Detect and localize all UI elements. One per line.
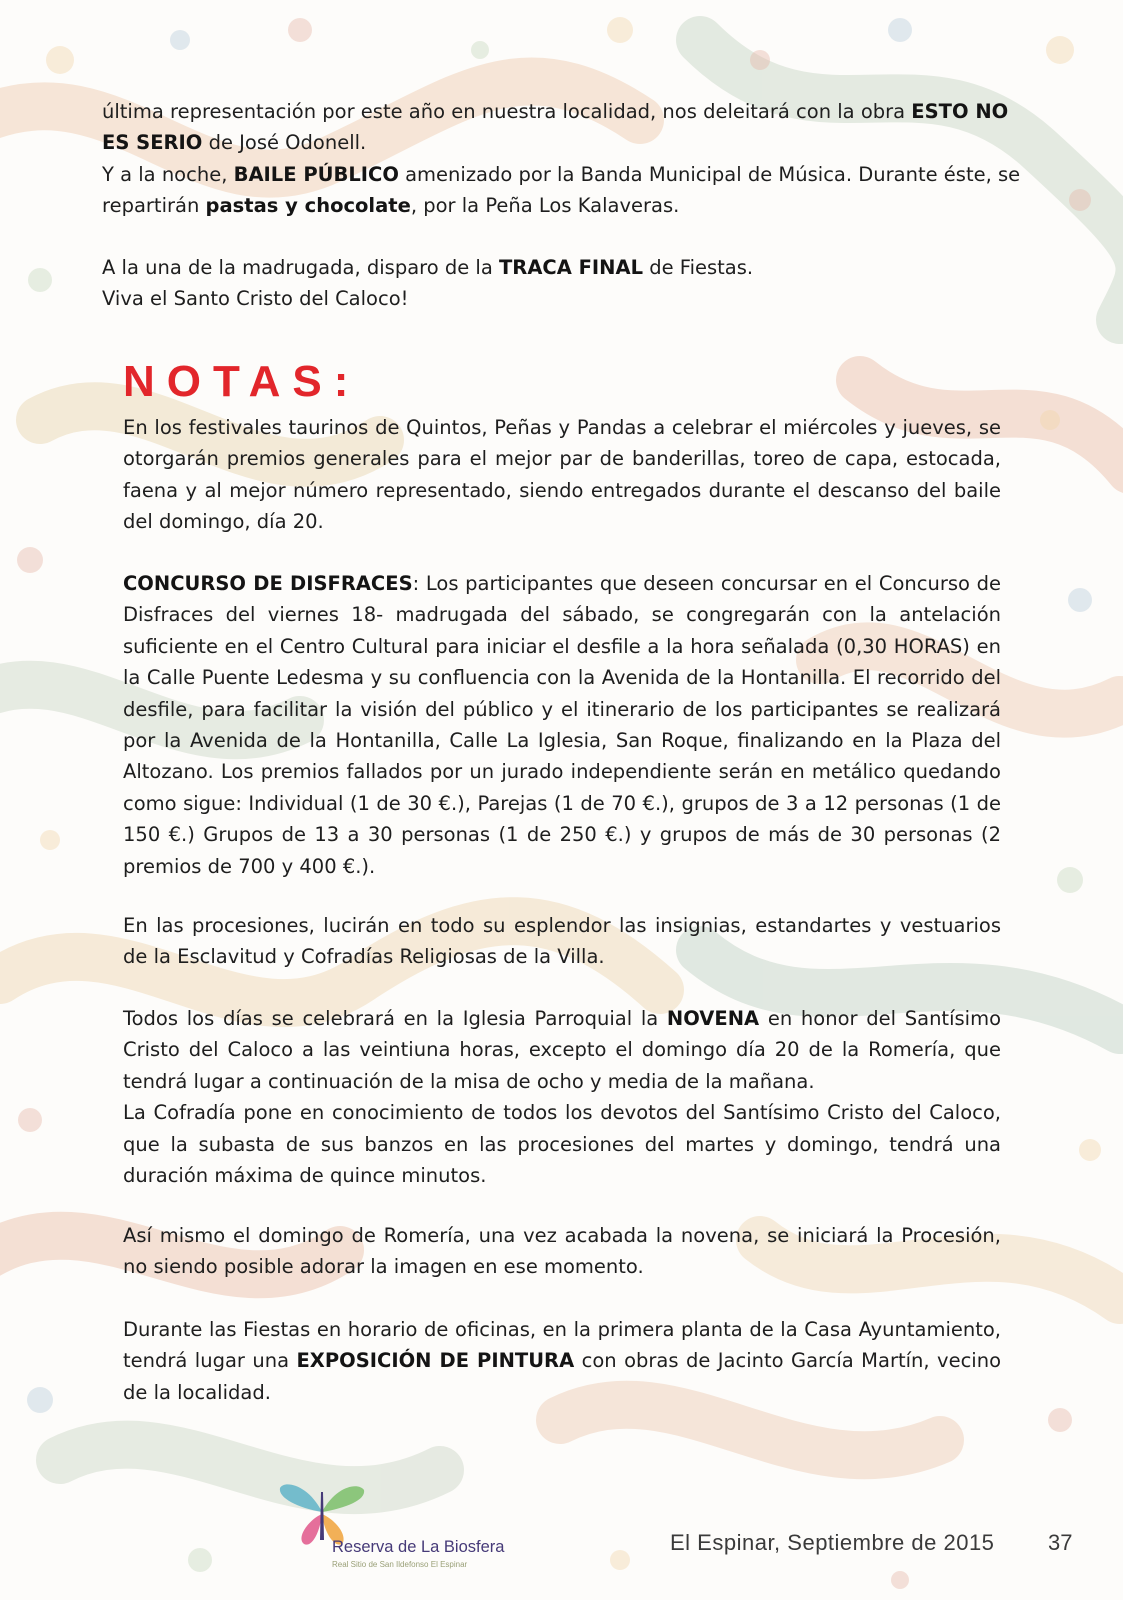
biosphere-logo <box>278 1478 538 1588</box>
note-costume-contest: CONCURSO DE DISFRACES: Los participantes que deseen concursar en el Concurso de Disfraces del viernes 18- madrugada del sábado, se congregarán con la antelación suficiente en el Centro Cultural para iniciar el desfile a la hora señalada (0,30 HORAS) en la Calle Puente Ledesma y su confluencia con la Avenida de la Hontanilla. El recorrido del desfile, para facilitar la visión del público y el itinerario de los participantes se realizará por la Avenida de la Hontanilla, Calle La Iglesia, San Roque, finalizando en la Plaza del Altozano. Los premios fallados por un jurado independiente serán en metálico quedando como sigue: Individual (1 de 30 €.), Parejas (1 de 70 €.), grupos de 3 a 12 personas (1 de 150 €.) Grupos de 13 a 30 personas (1 de 250 €.) y grupos de más de 30 personas (2 premios de 700 y 400 €.). <box>123 572 1001 878</box>
logo-subtext: Real Sitio de San Ildefonso El Espinar <box>332 1560 468 1569</box>
intro-paragraph-1: última representación por este año en nuestra localidad, nos deleitará con la obra ESTO NO ES SERIO de José Odonell. Y a la noche, BAILE PÚBLICO amenizado por la Banda Municipal de Música. Durante éste, se repartirán pastas y chocolate, por la Peña Los Kalaveras. <box>102 100 1021 218</box>
intro-paragraph-2: A la una de la madrugada, disparo de la TRACA FINAL de Fiestas. Viva el Santo Cristo del Caloco! <box>102 256 754 311</box>
note-processions: En las procesiones, lucirán en todo su esplendor las insignias, estandartes y vestuarios de la Esclavitud y Cofradías Religiosas de la Villa. <box>123 914 1001 969</box>
logo-text: Reserva de La Biosfera <box>332 1538 505 1556</box>
public-dance: BAILE PÚBLICO <box>233 162 399 186</box>
note-novena: Todos los días se celebrará en la Iglesia Parroquial la NOVENA en honor del Santísimo Cristo del Caloco a las veintiuna horas, excepto el domingo día 20 de la Romería, que tendrá lugar a continuación de la misa de ocho y media de la mañana. La Cofradía pone en conocimiento de todos los devotos del Santísimo Cristo del Caloco, que la subasta de sus banzos en las procesiones del martes y domingo, tendrá una duración máxima de quince minutos. <box>123 1007 1002 1188</box>
note-pilgrimage: Así mismo el domingo de Romería, una vez acabada la novena, se iniciará la Procesión, no siendo posible adorar la imagen en ese momento. <box>123 1224 1001 1279</box>
final-firecracker: TRACA FINAL <box>499 256 644 279</box>
notes-title: NOTAS: <box>123 357 361 406</box>
note-exhibition: Durante las Fiestas en horario de oficinas, en la primera planta de la Casa Ayuntamiento, tendrá lugar una EXPOSICIÓN DE PINTURA con obras de Jacinto García Martín, vecino de la localidad. <box>123 1318 1002 1404</box>
costume-contest-title: CONCURSO DE DISFRACES <box>123 572 413 595</box>
note-bullfight-prizes: En los festivales taurinos de Quintos, Peñas y Pandas a celebrar el miércoles y jueves, se otorgarán premios generales para el mejor par de banderillas, toreo de capa, estocada, faena y al mejor número representado, siendo entregados durante el descanso del baile del domingo, día 20. <box>123 416 1001 534</box>
page-number: 37 <box>1048 1530 1073 1555</box>
publication-footer: El Espinar, Septiembre de 2015 <box>670 1530 995 1555</box>
play-title: ESTO NO ES SERIO <box>102 100 1009 155</box>
painting-exhibition: EXPOSICIÓN DE PINTURA <box>296 1349 575 1373</box>
pastries-chocolate: pastas y chocolate <box>205 194 411 218</box>
novena-label: NOVENA <box>666 1007 760 1030</box>
